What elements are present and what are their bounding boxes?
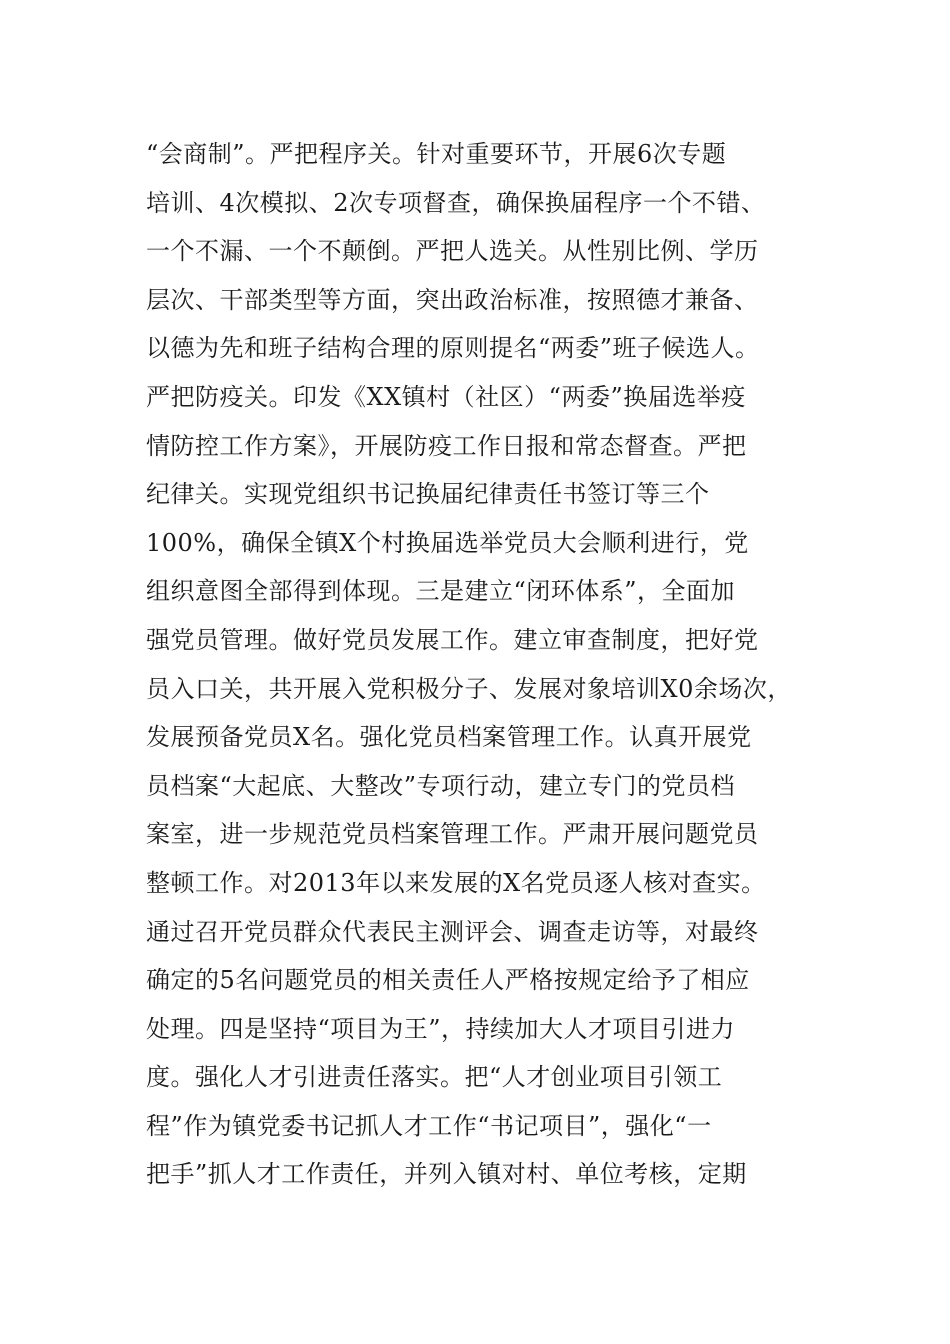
text-line: 确定的5名问题党员的相关责任人严格按规定给予了相应 xyxy=(146,966,750,995)
text-line: 严把防疫关。印发《XX镇村（社区）“两委”换届选举疫 xyxy=(146,382,746,411)
text-line: “会商制”。严把程序关。针对重要环节，开展6次专题 xyxy=(146,140,727,168)
text-line: 处理。四是坚持“项目为王”，持续加大人才项目引进力 xyxy=(146,1014,736,1043)
text-line: 层次、干部类型等方面，突出政治标准，按照德才兼备、 xyxy=(146,285,759,314)
text-line: 培训、4次模拟、2次专项督查，确保换届程序一个不错、 xyxy=(146,188,766,217)
text-line: 一个不漏、一个不颠倒。严把人选关。从性别比例、学历 xyxy=(146,237,759,266)
text-line: 组织意图全部得到体现。三是建立“闭环体系”，全面加 xyxy=(146,577,736,606)
body-paragraph xyxy=(146,130,826,1199)
text-line: 以德为先和班子结构合理的原则提名“两委”班子候选人。 xyxy=(146,334,760,363)
text-line: 通过召开党员群众代表民主测评会、调查走访等，对最终 xyxy=(146,917,759,946)
text-line: 强党员管理。做好党员发展工作。建立审查制度，把好党 xyxy=(146,625,759,654)
text-line: 情防控工作方案》，开展防疫工作日报和常态督查。严把 xyxy=(146,431,747,460)
text-line: 整顿工作。对2013年以来发展的X名党员逐人核对查实。 xyxy=(146,868,766,897)
text-line: 100%，确保全镇X个村换届选举党员大会顺利进行，党 xyxy=(146,528,749,557)
text-line: 程”作为镇党委书记抓人才工作“书记项目”，强化“一 xyxy=(146,1111,712,1140)
text-line: 发展预备党员X名。强化党员档案管理工作。认真开展党 xyxy=(146,723,752,752)
text-line: 案室，进一步规范党员档案管理工作。严肃开展问题党员 xyxy=(146,820,759,849)
text-line: 把手”抓人才工作责任，并列入镇对村、单位考核，定期 xyxy=(146,1160,747,1189)
text-line: 员档案“大起底、大整改”专项行动，建立专门的党员档 xyxy=(146,771,736,800)
text-line: 度。强化人才引进责任落实。把“人才创业项目引领工 xyxy=(146,1063,723,1092)
text-line: 员入口关，共开展入党积极分子、发展对象培训X0余场次， xyxy=(146,674,792,703)
text-line: 纪律关。实现党组织书记换届纪律责任书签订等三个 xyxy=(146,480,710,509)
